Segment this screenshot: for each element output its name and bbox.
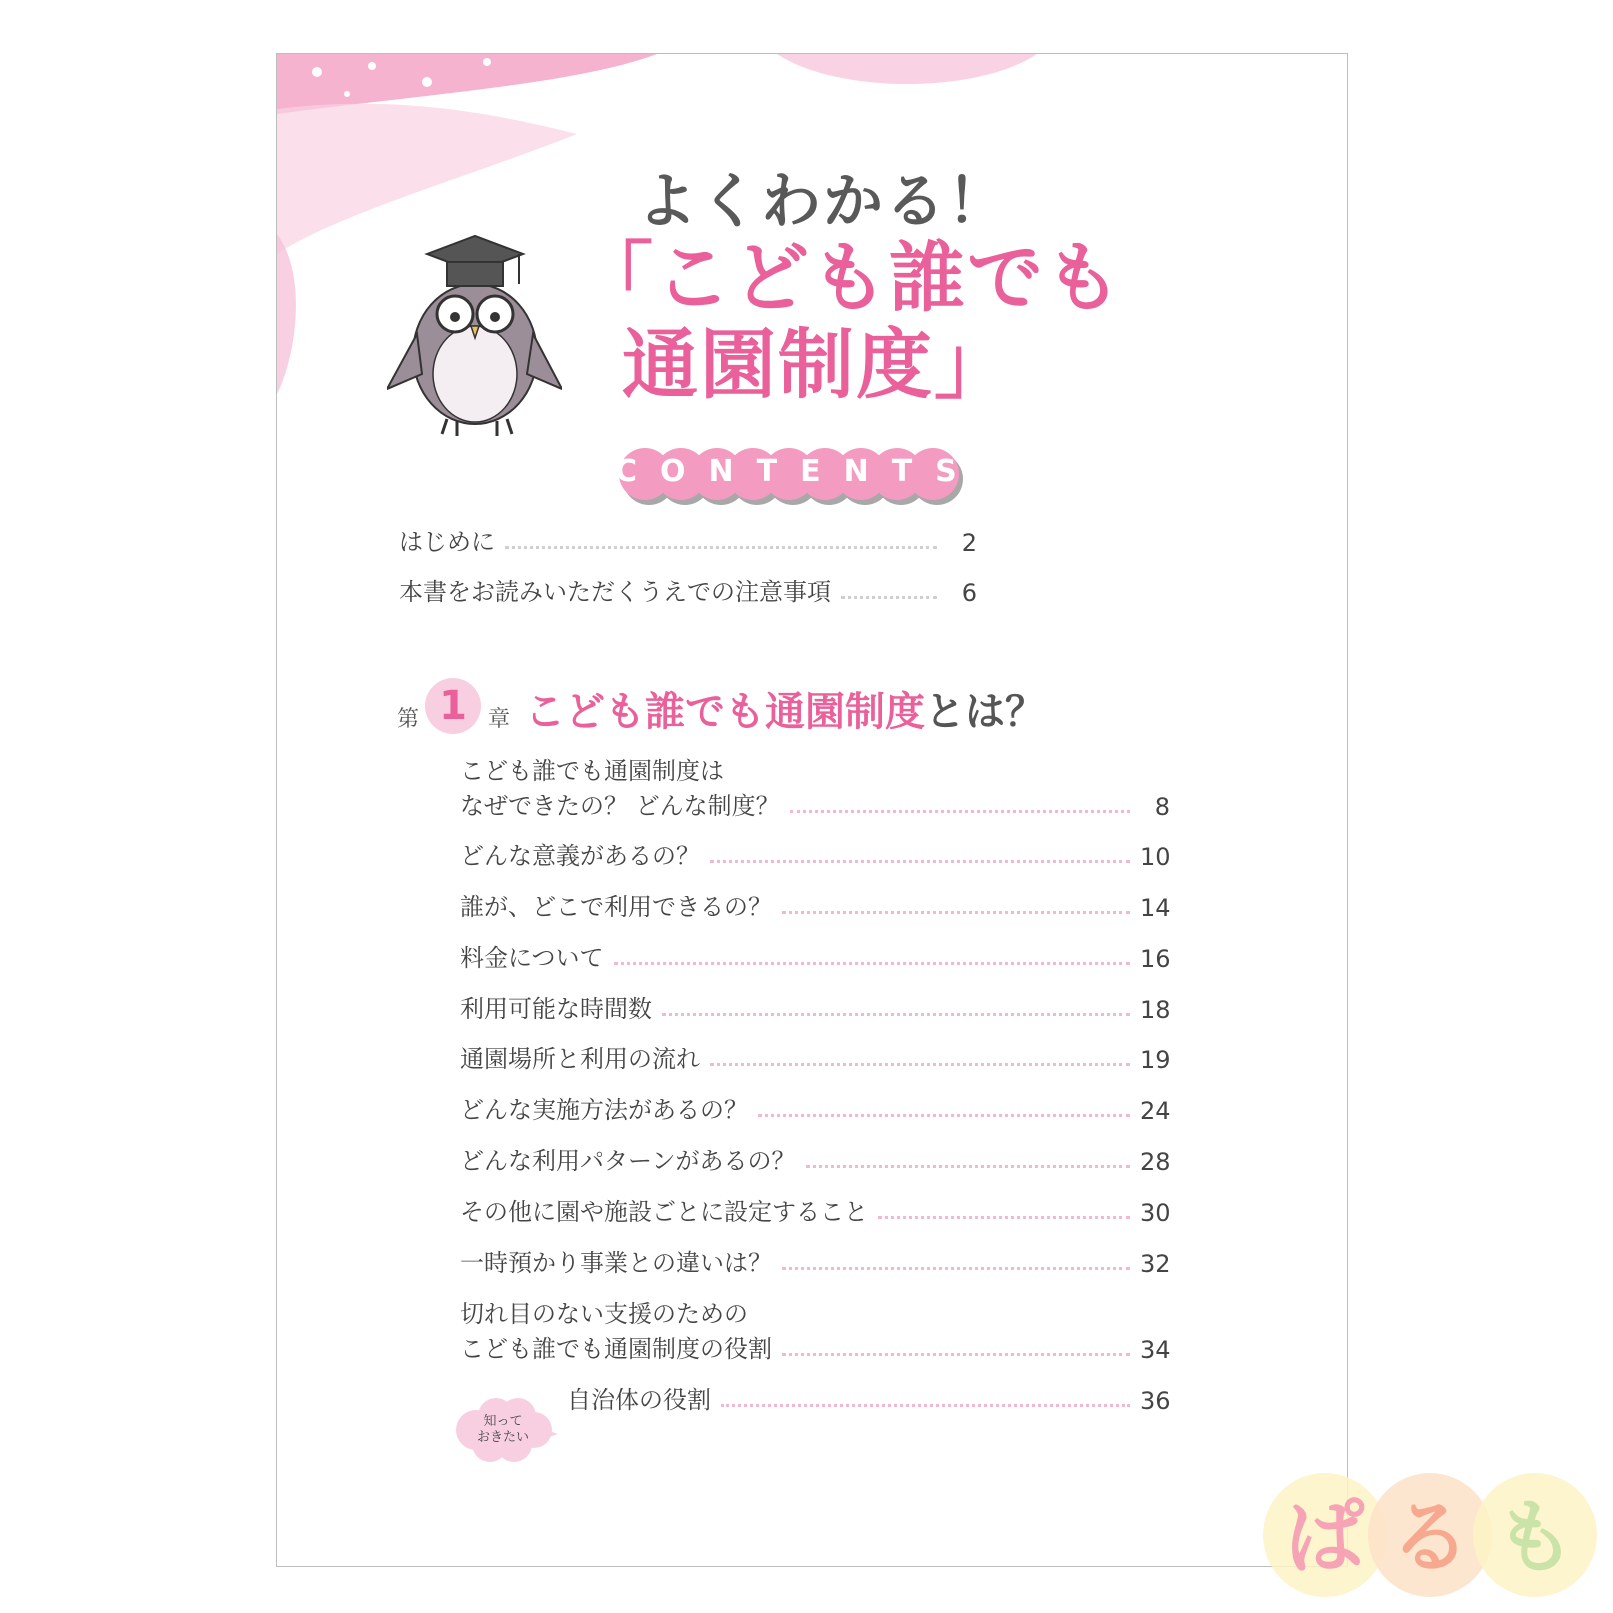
title-line-1: よくわかる！ [637,167,1009,237]
toc-item[interactable] [460,1090,1170,1125]
toc-item-page: 18 [1140,996,1171,1024]
toc-item-page: 30 [1140,1199,1171,1227]
toc-entry-page: 6 [961,579,977,607]
toc-item-label: 誰が、どこで利用できるの？ [460,893,772,921]
toc-item-page: 36 [1140,1387,1171,1415]
owl-mascot-icon [387,214,562,439]
title-line-2: 「こども誰でも [577,233,1123,322]
toc-item-line-1: こども誰でも通園制度は [460,757,724,785]
chapter-number: 1 [425,678,481,734]
toc-entry-page: 2 [961,529,977,557]
toc-item-label: 一時預かり事業との違いは？ [460,1249,772,1277]
toc-item[interactable] [567,1380,1170,1415]
toc-item-label: 通園場所と利用の流れ [460,1045,700,1073]
toc-item-page: 28 [1140,1148,1171,1176]
contents-heading: CONTENTS [615,454,980,489]
toc-item-label: 料金について [460,944,604,972]
toc-item[interactable] [460,938,1170,973]
dot-leader [782,1353,1130,1356]
toc-item[interactable] [460,1243,1170,1278]
toc-item-line-1: 切れ目のない支援のための [460,1300,748,1328]
dot-leader [878,1216,1130,1219]
badge-line-1: 知って [483,1414,523,1429]
toc-item[interactable] [460,1329,1170,1364]
toc-item-label: こども誰でも通園制度の役割 [460,1335,772,1363]
badge-label [462,1414,544,1446]
dot-leader [790,810,1130,813]
watermark-logo [1255,1460,1600,1605]
dot-leader [505,546,937,549]
toc-item-page: 14 [1140,894,1171,922]
watermark-char-2: る [1390,1491,1470,1584]
dot-leader [710,860,1130,863]
toc-item[interactable] [460,1192,1170,1227]
chapter-title-gray: とは？ [925,689,1045,735]
title-line-3: 通園制度」 [622,320,1012,409]
chapter-prefix: 第 [397,707,420,732]
toc-entry[interactable] [399,572,977,607]
toc-entry[interactable] [399,522,977,557]
toc-item-label: どんな利用パターンがあるの？ [460,1147,796,1175]
chapter-title-pink: こども誰でも通園制度 [525,689,925,735]
toc-entry-label: 本書をお読みいただくうえでの注意事項 [399,578,831,606]
chapter-suffix: 章 [488,707,511,732]
toc-item[interactable] [460,786,1170,821]
badge-line-2: おきたい [476,1430,529,1445]
dot-leader [662,1013,1130,1016]
document-page [276,53,1348,1567]
toc-item-page: 19 [1140,1046,1171,1074]
toc-item-page: 32 [1140,1250,1171,1278]
toc-item-page: 16 [1140,945,1171,973]
toc-item-page: 34 [1140,1336,1171,1364]
toc-item[interactable] [460,836,1170,871]
toc-item-page: 8 [1154,793,1170,821]
toc-entry-label: はじめに [399,528,495,556]
chapter-title [525,680,1045,737]
toc-item-label: どんな意義があるの？ [460,842,700,870]
toc-item-label: 自治体の役割 [567,1386,711,1414]
toc-item-page: 10 [1140,843,1171,871]
toc-item-label: どんな実施方法があるの？ [460,1096,748,1124]
watermark-char-3: も [1495,1491,1575,1584]
toc-item[interactable] [460,1039,1170,1074]
dot-leader [782,911,1130,914]
dot-leader [721,1404,1130,1407]
toc-item-label: 利用可能な時間数 [460,995,652,1023]
toc-item-label: なぜできたの？ どんな制度？ [460,792,780,820]
toc-item[interactable] [460,1141,1170,1176]
toc-item[interactable] [460,887,1170,922]
dot-leader [806,1165,1130,1168]
dot-leader [614,962,1130,965]
chapter-heading[interactable] [397,672,1097,742]
dot-leader [782,1267,1130,1270]
toc-item[interactable] [460,989,1170,1024]
watermark-char-1: ぱ [1285,1491,1365,1584]
dot-leader [710,1063,1130,1066]
toc-item-label: その他に園や施設ごとに設定すること [460,1198,868,1226]
dot-leader [758,1114,1130,1117]
toc-item-page: 24 [1140,1097,1171,1125]
dot-leader [841,596,937,599]
